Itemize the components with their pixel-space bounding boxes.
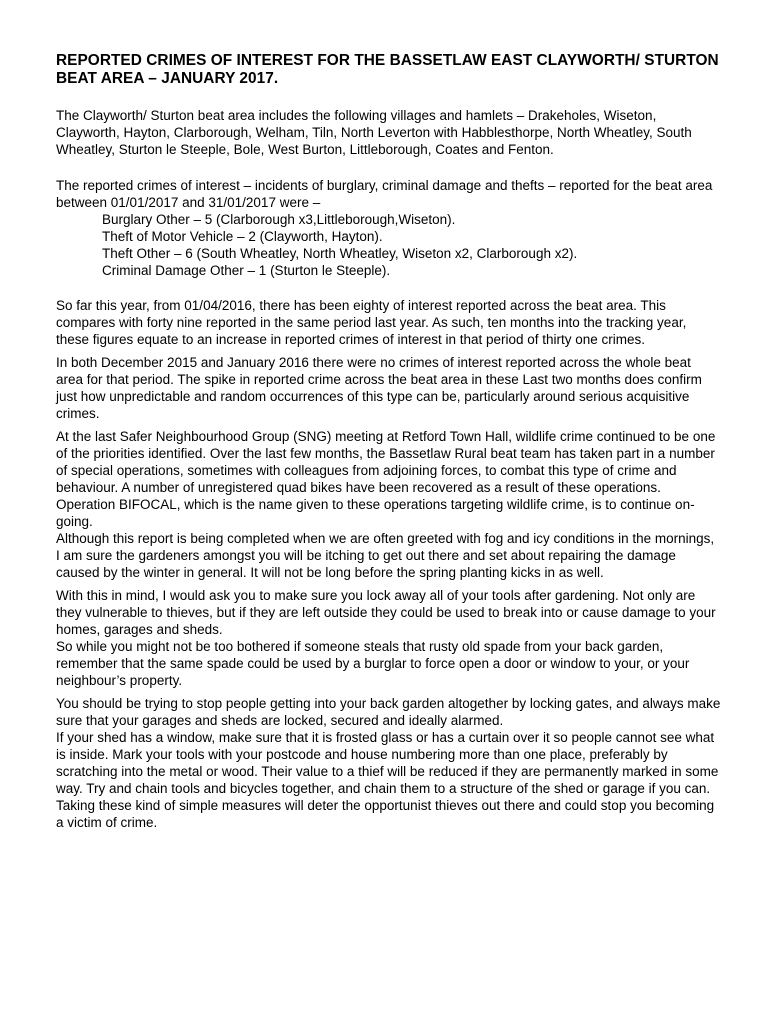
sng-paragraph: At the last Safer Neighbourhood Group (SNG) meeting at Retford Town Hall, wildlife crime continued to be one of the priorities identified. Over the last few months, the Bassetlaw Rural beat team has taken part in a number of special operations, sometimes with colleagues from adjoining forces, to combat this type of crime and behaviour. A number of unregistered quad bikes have been recovered as a result of these operations. Operation BIFOCAL, which is the name given to these operations targeting wildlife crime, is to continue on-going.	[56, 429, 716, 529]
crime-item-motor-vehicle-theft: Theft of Motor Vehicle – 2 (Clayworth, Hayton).	[102, 229, 383, 244]
document-title: REPORTED CRIMES OF INTEREST FOR THE BASSETLAW EAST CLAYWORTH/ STURTON BEAT AREA – JANUARY 2017.	[56, 52, 719, 87]
gates-paragraph: You should be trying to stop people getting into your back garden altogether by locking gates, and always make sure that your garages and sheds are locked, secured and ideally alarmed.	[56, 696, 721, 728]
december-paragraph: In both December 2015 and January 2016 there were no crimes of interest reported across the whole beat area for that period. The spike in reported crime across the beat area in these Last two months does confirm just how unpredictable and random occurrences of this type can be, particularly around serious acquisitive crimes.	[56, 355, 702, 421]
crimes-list	[56, 211, 721, 279]
shed-paragraph: If your shed has a window, make sure that it is frosted glass or has a curtain over it so people cannot see what is inside. Mark your tools with your postcode and house numbering more than one place, preferably by scratching into the metal or wood. Their value to a thief will be reduced if they are permanently marked in some way. Try and chain tools and bicycles together, and chain them to a structure of the shed or garage if you can.	[56, 730, 719, 796]
crime-item-burglary: Burglary Other – 5 (Clarborough x3,Littleborough,Wiseton).	[102, 212, 456, 227]
so-far-paragraph: So far this year, from 01/04/2016, there has been eighty of interest reported across the beat area. This compares with forty nine reported in the same period last year. As such, ten months into the tracking year, these figures equate to an increase in reported crimes of interest in that period of thirty one crimes.	[56, 298, 687, 347]
intro-paragraph: The Clayworth/ Sturton beat area includes the following villages and hamlets – Drakeholes, Wiseton, Clayworth, Hayton, Clarborough, Welham, Tiln, North Leverton with Habblesthorpe, North Wheatley, South Wheatley, Sturton le Steeple, Bole, West Burton, Littleborough, Coates and Fenton.	[56, 108, 692, 157]
document-page	[56, 52, 721, 831]
crime-item-criminal-damage: Criminal Damage Other – 1 (Sturton le Steeple).	[102, 263, 391, 278]
spade-paragraph: So while you might not be too bothered if someone steals that rusty old spade from your back garden, remember that the same spade could be used by a burglar to force open a door or window to your, or your neighbour’s property.	[56, 639, 690, 688]
closing-paragraph: Taking these kind of simple measures will deter the opportunist thieves out there and could stop you becoming a victim of crime.	[56, 798, 715, 830]
crime-item-theft-other: Theft Other – 6 (South Wheatley, North Wheatley, Wiseton x2, Clarborough x2).	[102, 246, 578, 261]
crimes-intro-paragraph: The reported crimes of interest – incidents of burglary, criminal damage and thefts – reported for the beat area between 01/01/2017 and 31/01/2017 were –	[56, 178, 713, 210]
tools-paragraph: With this in mind, I would ask you to make sure you lock away all of your tools after gardening. Not only are they vulnerable to thieves, but if they are left outside they could be used to break into or cause damage to your homes, garages and sheds.	[56, 588, 716, 637]
fog-paragraph: Although this report is being completed when we are often greeted with fog and icy conditions in the mornings, I am sure the gardeners amongst you will be itching to get out there and set about repairing the damage caused by the winter in general. It will not be long before the spring planting kicks in as well.	[56, 531, 715, 580]
